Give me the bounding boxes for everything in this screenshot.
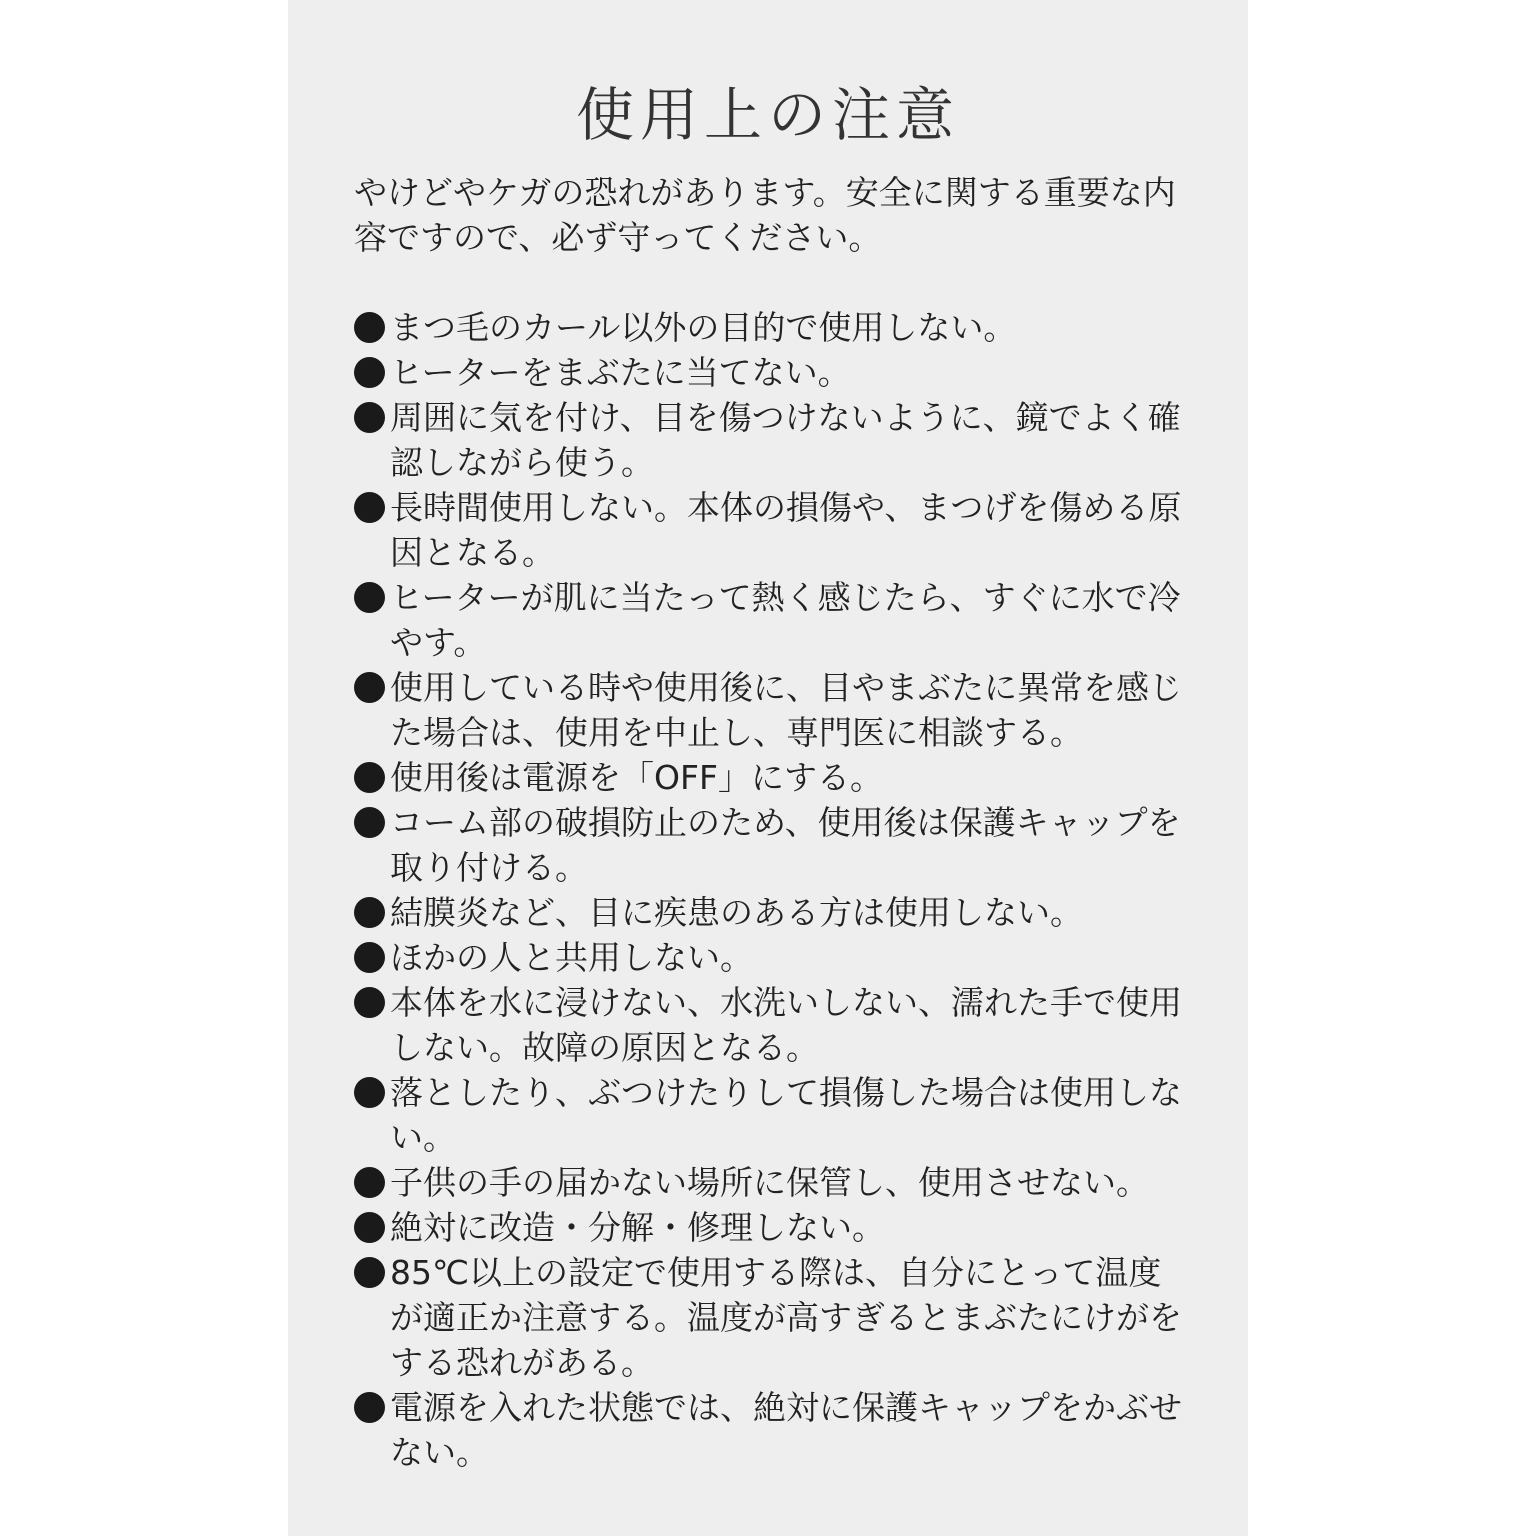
item-text: 結膜炎など、目に疾患のある方は使用しない。 bbox=[390, 893, 1083, 932]
caution-panel bbox=[288, 0, 1248, 1536]
item-text: 電源を入れた状態では、絶対に保護キャップをかぶせない。 bbox=[390, 1388, 1182, 1472]
bullet-icon bbox=[354, 312, 385, 343]
list-item bbox=[354, 800, 1194, 890]
list-item bbox=[354, 935, 1194, 980]
caution-list bbox=[354, 305, 1194, 1475]
item-text: 子供の手の届かない場所に保管し、使用させない。 bbox=[390, 1163, 1149, 1202]
item-text: 本体を水に浸けない、水洗いしない、濡れた手で使用しない。故障の原因となる。 bbox=[390, 983, 1182, 1067]
list-item bbox=[354, 755, 1194, 800]
bullet-icon bbox=[354, 1167, 385, 1198]
bullet-icon bbox=[354, 357, 385, 388]
bullet-icon bbox=[354, 987, 385, 1018]
bullet-icon bbox=[354, 1392, 385, 1423]
list-item bbox=[354, 1160, 1194, 1205]
list-item bbox=[354, 350, 1194, 395]
item-text: まつ毛のカール以外の目的で使用しない。 bbox=[390, 308, 1017, 347]
bullet-icon bbox=[354, 672, 385, 703]
caution-body bbox=[354, 170, 1194, 1475]
bullet-icon bbox=[354, 1212, 385, 1243]
bullet-icon bbox=[354, 1077, 385, 1108]
list-item bbox=[354, 395, 1194, 485]
bullet-icon bbox=[354, 402, 385, 433]
item-text: ヒーターをまぶたに当てない。 bbox=[390, 353, 851, 392]
item-text: 落としたり、ぶつけたりして損傷した場合は使用しない。 bbox=[390, 1073, 1182, 1157]
item-text: 絶対に改造・分解・修理しない。 bbox=[390, 1208, 885, 1247]
bullet-icon bbox=[354, 762, 385, 793]
list-item bbox=[354, 890, 1194, 935]
list-item bbox=[354, 575, 1194, 665]
item-text: 長時間使用しない。本体の損傷や、まつげを傷める原因となる。 bbox=[390, 488, 1182, 572]
list-item bbox=[354, 1070, 1194, 1160]
list-item bbox=[354, 1205, 1194, 1250]
item-text: 85℃以上の設定で使用する際は、自分にとって温度が適正か注意する。温度が高すぎるとまぶたにけがをする恐れがある。 bbox=[390, 1253, 1182, 1382]
item-text: 使用している時や使用後に、目やまぶたに異常を感じた場合は、使用を中止し、専門医に相談する。 bbox=[390, 668, 1182, 752]
list-item bbox=[354, 1250, 1194, 1385]
bullet-icon bbox=[354, 897, 385, 928]
item-text: 使用後は電源を「OFF」にする。 bbox=[390, 758, 883, 797]
list-item bbox=[354, 980, 1194, 1070]
bullet-icon bbox=[354, 492, 385, 523]
bullet-icon bbox=[354, 807, 385, 838]
list-item bbox=[354, 1385, 1194, 1475]
item-text: ヒーターが肌に当たって熱く感じたら、すぐに水で冷やす。 bbox=[390, 578, 1181, 662]
list-item bbox=[354, 485, 1194, 575]
item-text: 周囲に気を付け、目を傷つけないように、鏡でよく確認しながら使う。 bbox=[390, 398, 1181, 482]
item-text: コーム部の破損防止のため、使用後は保護キャップを取り付ける。 bbox=[390, 803, 1181, 887]
bullet-icon bbox=[354, 1257, 385, 1288]
item-text: ほかの人と共用しない。 bbox=[390, 938, 753, 977]
bullet-icon bbox=[354, 582, 385, 613]
list-item bbox=[354, 665, 1194, 755]
intro-text: やけどやケガの恐れがあります。安全に関する重要な内容ですので、必ず守ってください。 bbox=[354, 173, 1176, 257]
page-title: 使用上の注意 bbox=[575, 81, 960, 149]
bullet-icon bbox=[354, 942, 385, 973]
list-item bbox=[354, 305, 1194, 350]
